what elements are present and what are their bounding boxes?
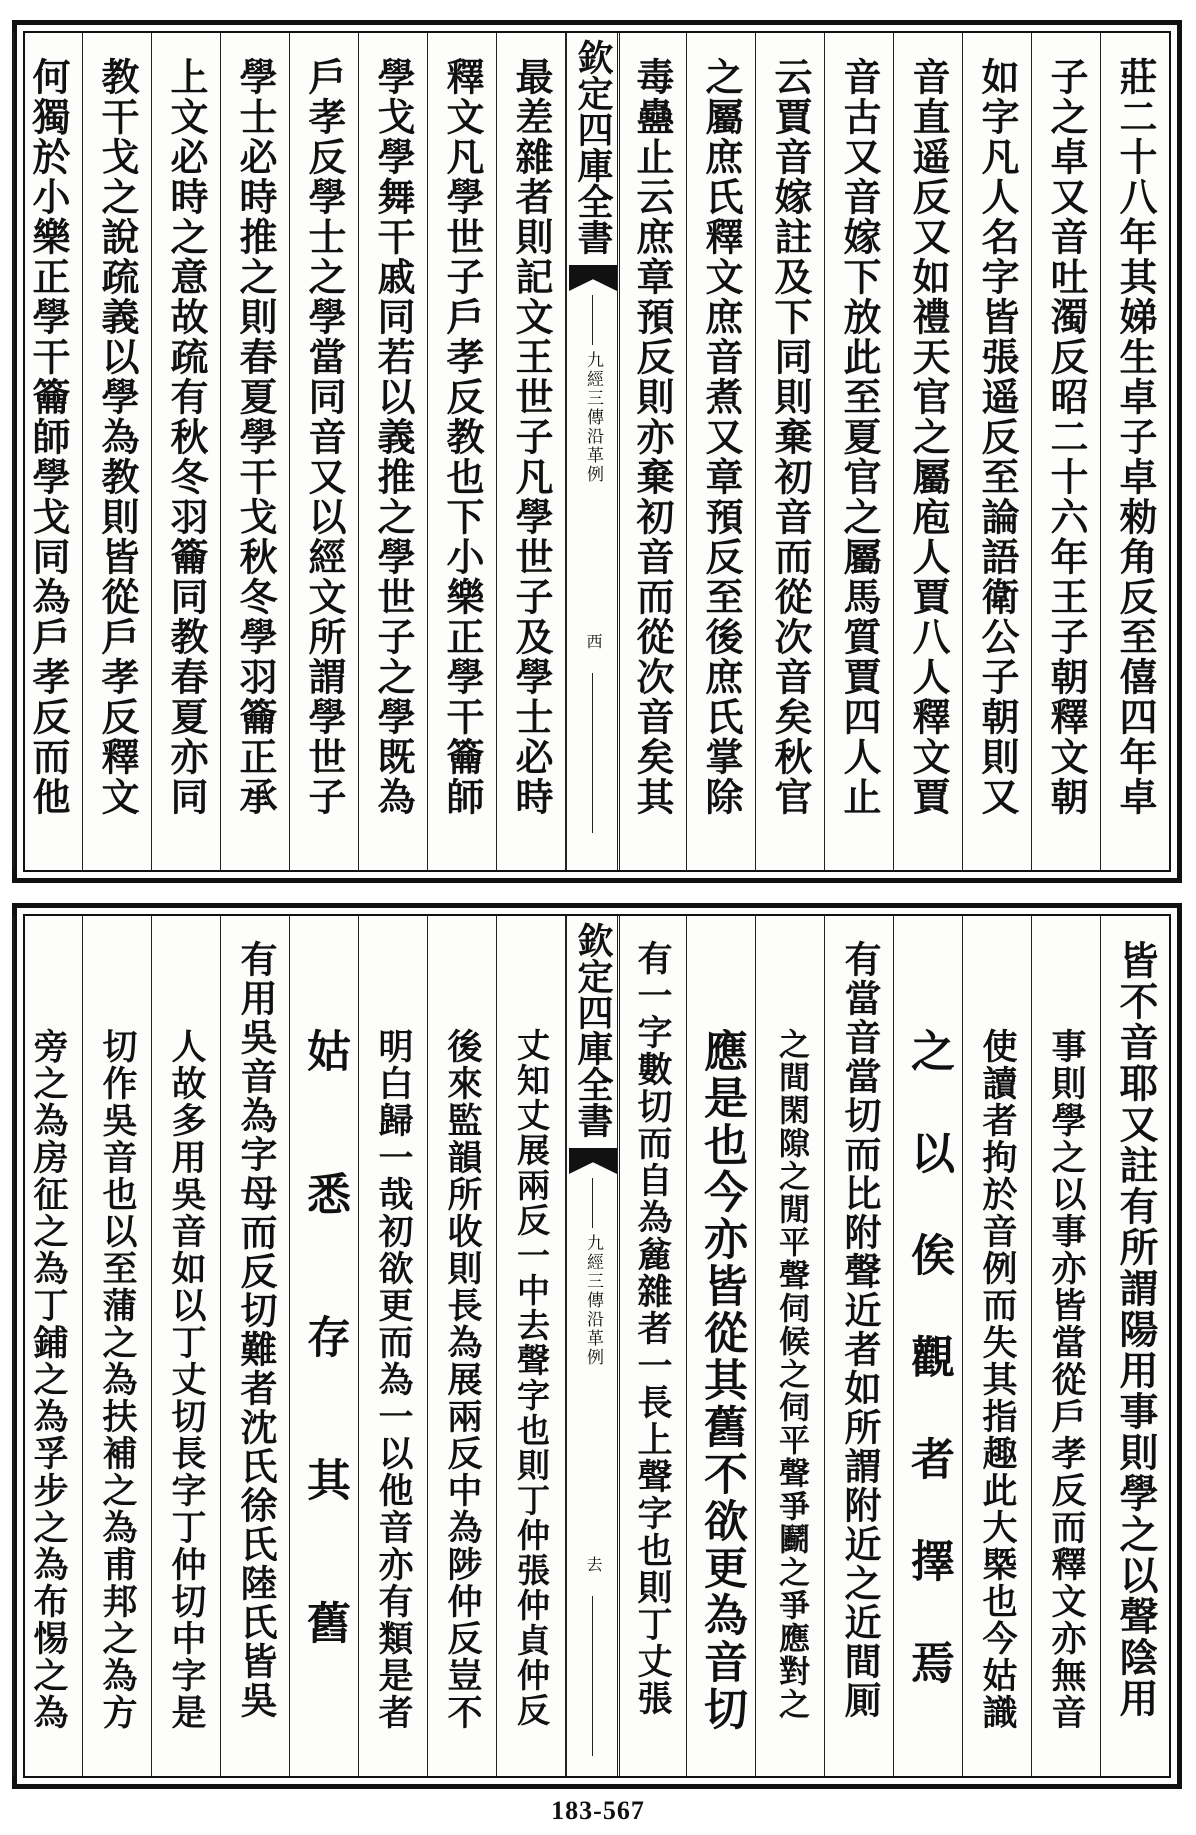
text-column (617, 33, 686, 870)
column-text: 最差雜者則記文王世子凡學世子及學士必時 (509, 57, 554, 817)
fold-line (592, 295, 593, 345)
text-column (13, 916, 82, 1776)
center-fold (565, 916, 617, 1776)
text-column (962, 916, 1031, 1776)
book-title: 九經三傳沿革例 (583, 1234, 603, 1367)
text-column (686, 33, 755, 870)
text-column (1100, 916, 1169, 1776)
text-column (289, 916, 358, 1776)
column-text: 切作吳音也以至蒲之為扶補之為甫邦之為方 (97, 1028, 138, 1731)
column-text: 之屬庶氏釋文庶音煮又章預反至後庶氏掌除 (699, 57, 744, 817)
center-fold (565, 33, 617, 870)
fold-line (592, 1178, 593, 1228)
text-column (358, 33, 427, 870)
text-column (893, 33, 962, 870)
column-text: 之間閑隙之閒平聲伺候之伺平聲爭鬬之爭應對之 (773, 1028, 809, 1721)
text-column (151, 916, 220, 1776)
column-text: 丈知丈展兩反一中去聲字也則丁仲張仲貞仲反 (512, 1028, 551, 1728)
fish-tail-mark-top (569, 265, 617, 291)
text-column (755, 33, 824, 870)
column-text: 後來監韻所收則長為展兩反中為陟仲反豈不 (442, 1028, 483, 1731)
bottom-page-frame (23, 914, 1171, 1778)
text-column (962, 33, 1031, 870)
text-column (893, 916, 962, 1776)
text-column (82, 33, 151, 870)
column-text: 學戈學舞干戚同若以義推之學世子之學既為 (371, 57, 416, 817)
column-text: 應是也今亦皆從其舊不欲更為音切 (696, 1028, 747, 1733)
column-text: 子之卓又音吐濁反昭二十六年王子朝釋文朝 (1044, 57, 1089, 817)
column-text: 人故多用吳音如以丁丈切長字丁仲切中字是 (166, 1028, 207, 1731)
column-text: 毒蠱止云庶章預反則亦棄初音而從次音矣其 (630, 57, 675, 817)
text-column (617, 916, 686, 1776)
folio-number: 去 (584, 1556, 603, 1572)
fold-line (592, 1596, 593, 1756)
text-column (427, 33, 496, 870)
column-text: 音直遥反又如禮天官之屬庖人賈八人釋文賈 (906, 57, 951, 817)
center-fold-strip (566, 916, 620, 1776)
text-column (824, 33, 893, 870)
column-text: 云賈音嫁註及下同則棄初音而從次音矣秋官 (768, 57, 813, 817)
text-column (496, 33, 565, 870)
text-column (82, 916, 151, 1776)
fold-line (592, 673, 593, 833)
column-text: 有一字數切而自為麄雜者一長上聲字也則丁丈張 (632, 940, 673, 1717)
text-column (220, 916, 289, 1776)
book-title: 九經三傳沿革例 (583, 351, 603, 484)
text-column (496, 916, 565, 1776)
column-text: 釋文凡學世子戶孝反教也下小樂正學干籥師 (440, 57, 485, 817)
text-column (755, 916, 824, 1776)
column-text: 使讀者拘於音例而失其指趣此大槩也今姑識 (977, 1028, 1018, 1731)
column-text: 何獨於小樂正學干籥師學戈同為戶孝反而他 (26, 57, 71, 817)
column-text: 事則學之以事亦皆當從戶孝反而釋文亦無音 (1046, 1028, 1087, 1731)
center-fold-strip (566, 33, 620, 870)
fish-tail-mark-top (569, 1148, 617, 1174)
text-column (289, 33, 358, 870)
top-page-columns (25, 33, 1169, 870)
collection-header: 欽定四庫全書 (572, 922, 614, 1138)
column-text: 如字凡人名字皆張遥反至論語衛公子朝則又 (975, 57, 1020, 817)
text-column (1031, 33, 1100, 870)
column-text: 上文必時之意故疏有秋冬羽籥同教春夏亦同 (164, 57, 209, 817)
text-column (427, 916, 496, 1776)
column-text: 音古又音嫁下放此至夏官之屬馬質賈四人止 (837, 57, 882, 817)
page-number: 183-567 (551, 1796, 645, 1825)
column-text: 莊二十八年其娣生卓子卓勑角反至僖四年卓 (1113, 57, 1158, 817)
text-column (13, 33, 82, 870)
bottom-page (12, 903, 1182, 1789)
column-text: 姑悉存其舊 (299, 1028, 350, 1743)
column-text: 之以俟觀者擇焉 (903, 1028, 954, 1742)
column-text: 教干戈之說疏義以學為教則皆從戶孝反釋文 (95, 57, 140, 817)
text-column (1031, 916, 1100, 1776)
column-text: 皆不音耶又註有所謂陽用事則學之以聲陰用 (1113, 940, 1159, 1719)
text-column (358, 916, 427, 1776)
bottom-page-columns (25, 916, 1169, 1776)
text-column (220, 33, 289, 870)
column-text: 學士必時推之則春夏學干戈秋冬學羽籥正承 (233, 57, 278, 817)
collection-header: 欽定四庫全書 (572, 39, 614, 255)
text-column (824, 916, 893, 1776)
top-page (12, 20, 1182, 883)
column-text: 明白歸一哉初欲更而為一以他音亦有類是者 (373, 1028, 414, 1731)
text-column (151, 33, 220, 870)
folio-number: 西 (584, 633, 603, 649)
column-text: 戶孝反學士之學當同音又以經文所謂學世子 (302, 57, 347, 817)
text-column (686, 916, 755, 1776)
text-column (1100, 33, 1169, 870)
column-text: 有用吳音為字母而反切難者沈氏徐氏陸氏皆吳 (234, 940, 278, 1720)
top-page-frame (23, 31, 1171, 872)
column-text: 旁之為房征之為丁鋪之為孚步之為布惕之為 (28, 1028, 69, 1731)
column-text: 有當音當切而比附聲近者如所謂附近之近間厠 (838, 940, 882, 1720)
